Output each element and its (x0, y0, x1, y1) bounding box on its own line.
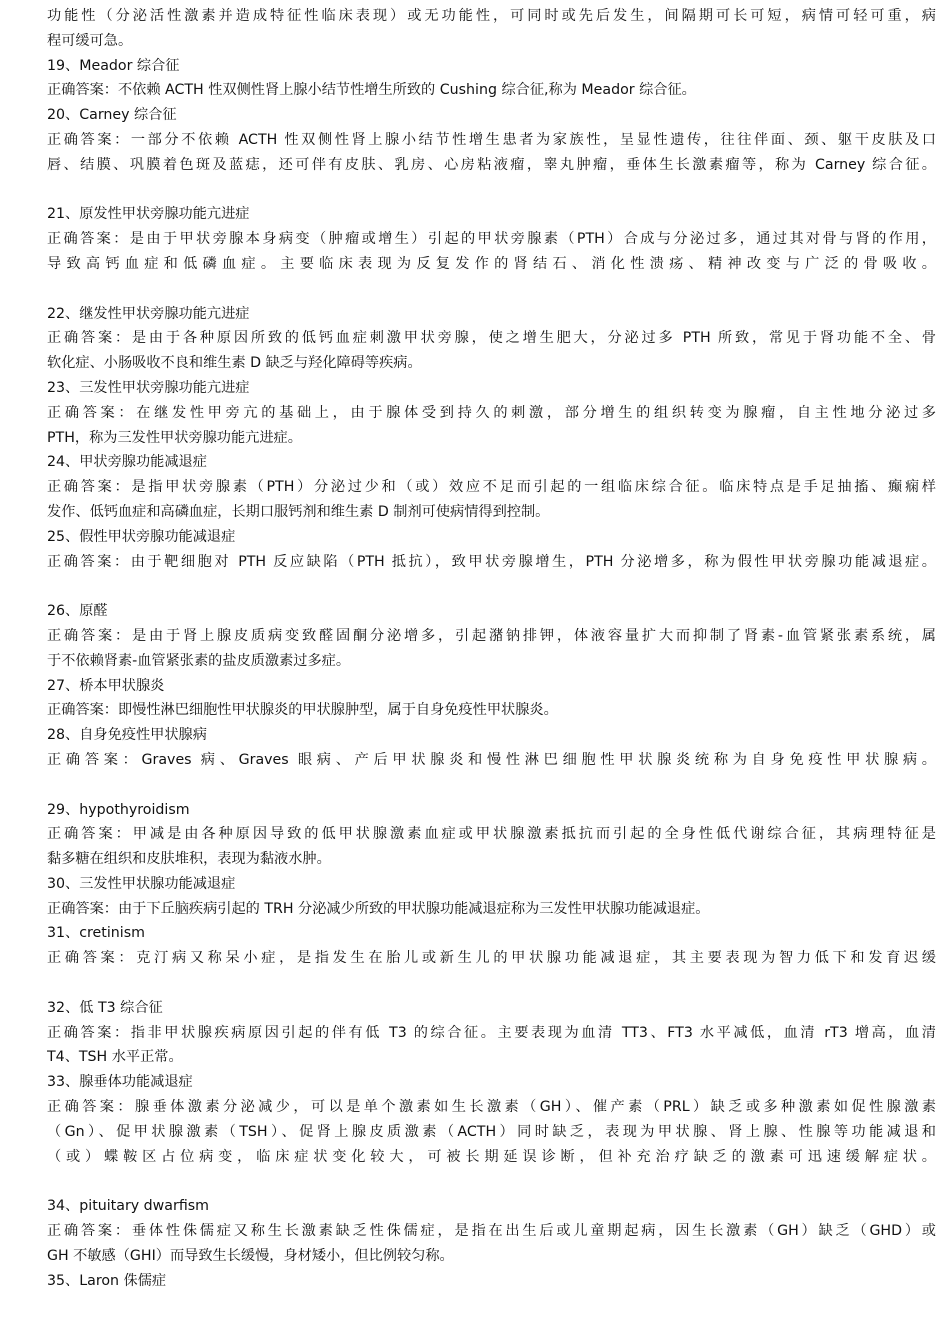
answer-text-line: 于不依赖肾素-血管紧张素的盐皮质激素过多症。 (47, 652, 351, 669)
answer-text-line: 正确答案：腺垂体激素分泌减少，可以是单个激素如生长激素（GH）、催产素（PRL）缺乏或多种激素如促性腺激素 (47, 1099, 936, 1116)
term-heading: 20、Carney 综合征 (47, 107, 177, 124)
term-heading: 26、原醛 (47, 603, 108, 620)
term-heading: 27、桥本甲状腺炎 (47, 677, 165, 694)
answer-text-line: 正确答案：一部分不依赖 ACTH 性双侧性肾上腺小结节性增生患者为家族性，呈显性遗传，往往伴面、颈、躯干皮肤及口 (47, 131, 936, 148)
term-heading: 30、三发性甲状腺功能减退症 (47, 875, 236, 892)
paragraph-gap (47, 574, 936, 599)
answer-text-line: （Gn）、促甲状腺激素（TSH）、促肾上腺皮质激素（ACTH）同时缺乏，表现为甲状腺、肾上腺、性腺等功能减退和 (47, 1123, 936, 1140)
answer-text-line: 正确答案：即慢性淋巴细胞性甲状腺炎的甲状腺肿型，属于自身免疫性甲状腺炎。 (47, 702, 558, 719)
term-heading: 31、cretinism (47, 925, 145, 942)
answer-text-line: 导致高钙血症和低磷血症。主要临床表现为反复发作的肾结石、消化性溃疡、精神改变与广泛的骨吸收。 (47, 255, 936, 272)
answer-text-line: 软化症、小肠吸收不良和维生素 D 缺乏与羟化障碍等疾病。 (47, 355, 422, 372)
paragraph-gap (47, 971, 936, 996)
term-heading: 35、Laron 侏儒症 (47, 1272, 167, 1289)
term-heading: 29、hypothyroidism (47, 801, 190, 818)
answer-text-line: GH 不敏感（GHI）而导致生长缓慢，身材矮小，但比例较匀称。 (47, 1247, 454, 1264)
term-heading: 23、三发性甲状旁腺功能亢进症 (47, 379, 250, 396)
answer-text-line: 正确答案：由于下丘脑疾病引起的 TRH 分泌减少所致的甲状腺功能减退症称为三发性甲状腺功能减退症。 (47, 900, 710, 917)
answer-text-line: 正确答案：不依赖 ACTH 性双侧性肾上腺小结节性增生所致的 Cushing 综合征,称为 Meador 综合征。 (47, 82, 696, 99)
answer-text-line: 程可缓可急。 (47, 32, 133, 49)
answer-text-line: （或）蝶鞍区占位病变，临床症状变化较大，可被长期延误诊断，但补充治疗缺乏的激素可迅速缓解症状。 (47, 1148, 936, 1165)
paragraph-gap (47, 1169, 936, 1194)
answer-text-line: T4、TSH 水平正常。 (47, 1049, 183, 1066)
answer-text-line: 功能性（分泌活性激素并造成特征性临床表现）或无功能性，可同时或先后发生，间隔期可长可短，病情可轻可重，病 (47, 8, 936, 24)
paragraph-gap (47, 178, 936, 203)
answer-text-line: 正确答案：甲减是由各种原因导致的低甲状腺激素血症或甲状腺激素抵抗而引起的全身性低代谢综合征，其病理特征是 (47, 826, 936, 843)
term-heading: 34、pituitary dwarfism (47, 1198, 209, 1215)
answer-text-line: 正确答案：指非甲状腺疾病原因引起的伴有低 T3 的综合征。主要表现为血清 TT3、FT3 水平减低，血清 rT3 增高，血清 (47, 1024, 936, 1041)
answer-text-line: 正确答案：克汀病又称呆小症，是指发生在胎儿或新生儿的甲状腺功能减退症，其主要表现为智力低下和发育迟缓 (47, 950, 936, 967)
answer-text-line: 唇、结膜、巩膜着色斑及蓝痣，还可伴有皮肤、乳房、心房粘液瘤，睾丸肿瘤，垂体生长激素瘤等，称为 Carney 综合征。 (47, 156, 936, 173)
term-heading: 19、Meador 综合征 (47, 57, 180, 74)
paragraph-gap (47, 773, 936, 798)
term-heading: 21、原发性甲状旁腺功能亢进症 (47, 206, 250, 223)
answer-text-line: 正确答案：Graves 病、Graves 眼病、产后甲状腺炎和慢性淋巴细胞性甲状腺炎统称为自身免疫性甲状腺病。 (47, 751, 936, 768)
term-heading: 32、低 T3 综合征 (47, 999, 163, 1016)
answer-text-line: 正确答案：由于靶细胞对 PTH 反应缺陷（PTH 抵抗），致甲状旁腺增生，PTH 分泌增多，称为假性甲状旁腺功能减退症。 (47, 553, 936, 570)
answer-text-line: 正确答案：是由于肾上腺皮质病变致醛固酮分泌增多，引起潴钠排钾，体液容量扩大而抑制了肾素-血管紧张素系统，属 (47, 627, 936, 644)
answer-text-line: 正确答案：在继发性甲旁亢的基础上，由于腺体受到持久的刺激，部分增生的组织转变为腺瘤，自主性地分泌过多 (47, 404, 936, 421)
term-heading: 33、腺垂体功能减退症 (47, 1074, 193, 1091)
term-heading: 28、自身免疫性甲状腺病 (47, 727, 207, 744)
answer-text-line: PTH，称为三发性甲状旁腺功能亢进症。 (47, 429, 302, 446)
term-heading: 25、假性甲状旁腺功能减退症 (47, 528, 236, 545)
answer-text-line: 黏多糖在组织和皮肤堆积，表现为黏液水肿。 (47, 851, 331, 868)
answer-text-line: 正确答案：是由于甲状旁腺本身病变（肿瘤或增生）引起的甲状旁腺素（PTH）合成与分泌过多，通过其对骨与肾的作用， (47, 231, 936, 248)
answer-text-line: 发作、低钙血症和高磷血症，长期口服钙剂和维生素 D 制剂可使病情得到控制。 (47, 503, 550, 520)
term-heading: 22、继发性甲状旁腺功能亢进症 (47, 305, 250, 322)
term-heading: 24、甲状旁腺功能减退症 (47, 454, 207, 471)
answer-text-line: 正确答案：是由于各种原因所致的低钙血症刺激甲状旁腺，使之增生肥大，分泌过多 PTH 所致，常见于肾功能不全、骨 (47, 330, 936, 347)
answer-text-line: 正确答案：是指甲状旁腺素（PTH）分泌过少和（或）效应不足而引起的一组临床综合征。临床特点是手足抽搐、癫痫样 (47, 479, 936, 496)
paragraph-gap (47, 277, 936, 302)
answer-text-line: 正确答案：垂体性侏儒症又称生长激素缺乏性侏儒症，是指在出生后或儿童期起病，因生长激素（GH）缺乏（GHD）或 (47, 1223, 936, 1240)
